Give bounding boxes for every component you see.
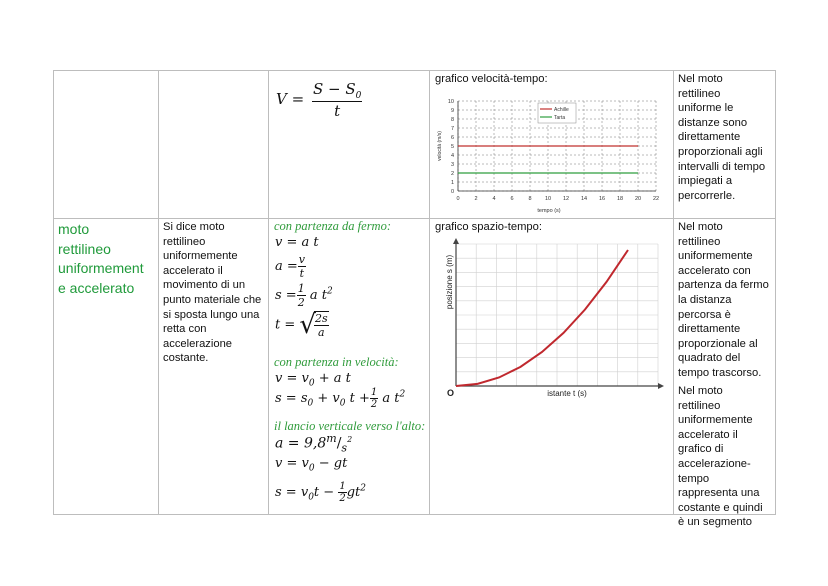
title-line: moto — [58, 221, 90, 237]
y-tick-label: 6 — [450, 135, 454, 141]
y-axis-arrow — [453, 238, 459, 244]
y-tick-label: 1 — [450, 180, 454, 186]
description-line: punto materiale che — [163, 293, 262, 306]
col-border — [673, 70, 674, 515]
row2-description — [163, 220, 261, 366]
note-line: partenza da fermo — [678, 279, 769, 292]
title-line: uniformement — [58, 260, 144, 276]
description-line: Si dice moto — [163, 221, 225, 233]
y-tick-label: 4 — [450, 153, 454, 159]
eq-v-v0-at: $v = v_0 + a$ t — [275, 371, 351, 389]
origin-label: O — [447, 388, 455, 398]
eq-a-v-t: a = $\frac{v}{t}$ — [275, 253, 305, 280]
row2-notes-2 — [678, 384, 763, 530]
row2-title — [58, 220, 144, 298]
section-partenza-velocita: con partenza in velocità: — [274, 355, 399, 369]
x-tick-label: 20 — [634, 196, 642, 202]
table-bottom-border — [53, 514, 776, 515]
note-line: tempo trascorso. — [678, 366, 762, 379]
note-line: uniformemente — [678, 414, 753, 427]
eq-s-half-at2: s = $\frac{1}{2}$ a $t^2$ — [275, 282, 333, 309]
note-line: percorrerle. — [678, 189, 736, 202]
x-tick-label: 10 — [544, 196, 552, 202]
y-tick-label: 0 — [450, 189, 454, 195]
x-tick-label: 2 — [474, 196, 478, 202]
eq-s-s0-v0t: $s = s_0 + v_0$ t + $\frac{1}{2}$ a $t^2$ — [275, 387, 406, 410]
eq-v-v0-gt: $v = v_0$ − gt — [275, 456, 348, 474]
note-line: rettilineo — [678, 399, 721, 412]
note-line: distanze sono — [678, 116, 748, 129]
note-line: quadrato del — [678, 352, 741, 365]
eq-v-at: v = a t — [275, 235, 319, 250]
y-axis-label: posizione s (m) — [445, 254, 454, 310]
note-line: rettilineo — [678, 87, 721, 100]
x-axis-label: istante t (s) — [547, 389, 587, 398]
note-line: proporzionale al — [678, 337, 758, 350]
note-line: direttamente — [678, 323, 741, 336]
description-line: movimento di un — [163, 279, 246, 292]
x-tick-label: 4 — [492, 196, 496, 202]
note-line: accelerato con — [678, 264, 751, 277]
note-line: direttamente — [678, 131, 741, 144]
position-curve — [456, 250, 628, 386]
note-line: costante e quindi — [678, 501, 763, 514]
col-border — [775, 70, 776, 515]
y-tick-label: 8 — [450, 117, 454, 123]
x-tick-label: 6 — [510, 196, 514, 202]
note-line: percorsa è — [678, 308, 731, 321]
velocity-formula: V = $\frac{S - S_0}{t}$ — [276, 80, 362, 120]
note-line: uniforme le — [678, 102, 734, 115]
col-border — [53, 70, 54, 515]
y-tick-label: 9 — [450, 108, 454, 114]
title-line: rettilineo — [58, 240, 111, 257]
note-line: è un segmento — [678, 516, 753, 529]
row1-notes — [678, 72, 765, 203]
y-axis-label: velocità (m/s) — [437, 131, 443, 161]
position-time-chart — [434, 236, 666, 406]
x-tick-label: 12 — [562, 196, 570, 202]
col-border — [429, 70, 430, 515]
x-tick-label: 8 — [528, 196, 532, 202]
note-line: accelerato il — [678, 428, 738, 441]
table-top-border — [53, 70, 776, 71]
y-tick-label: 7 — [450, 126, 454, 132]
col-border — [268, 70, 269, 515]
note-line: grafico di — [678, 443, 724, 456]
velocity-time-chart — [432, 88, 672, 228]
note-line: Nel moto — [678, 73, 723, 85]
chart-title-velocity: grafico velocità-tempo: — [435, 73, 548, 85]
y-tick-label: 10 — [447, 99, 454, 105]
note-line: rappresenta una — [678, 487, 760, 500]
description-line: uniformemente — [163, 250, 238, 263]
note-line: proporzionali agli — [678, 145, 763, 158]
x-axis-arrow — [658, 383, 664, 389]
description-line: rettilineo — [163, 235, 206, 248]
y-tick-label: 5 — [450, 144, 454, 150]
legend-label: Tarta — [554, 115, 566, 121]
note-line: rettilineo — [678, 235, 721, 248]
note-line: accelerazione- — [678, 457, 751, 470]
title-line: e accelerato — [58, 279, 135, 296]
note-line: Nel moto — [678, 385, 723, 397]
section-lancio-verticale: il lancio verticale verso l'alto: — [274, 419, 426, 433]
eq-s-v0t-gt2: $s = v_0t$ − $\frac{1}{2}$ $gt^2$ — [275, 481, 366, 504]
col-border — [158, 70, 159, 515]
note-line: tempo — [678, 472, 710, 485]
description-line: retta con — [163, 323, 207, 336]
description-line: si sposta lungo una — [163, 308, 260, 321]
y-tick-label: 2 — [450, 171, 454, 177]
x-tick-label: 18 — [616, 196, 624, 202]
x-tick-label: 22 — [652, 196, 660, 202]
x-axis-label: tempo (s) — [537, 208, 561, 214]
legend-label: Achille — [554, 107, 569, 113]
note-line: la distanza — [678, 293, 732, 306]
chart-title-position: grafico spazio-tempo: — [435, 221, 542, 233]
section-partenza-fermo: con partenza da fermo: — [274, 219, 391, 233]
note-line: impiegati a — [678, 175, 733, 188]
y-tick-label: 3 — [450, 162, 454, 168]
note-line: Nel moto — [678, 221, 723, 233]
description-line: accelerazione — [163, 337, 233, 350]
description-line: accelerato il — [163, 264, 223, 277]
eq-g: $a = 9,8^m/_s^2$ — [275, 432, 353, 455]
x-tick-label: 16 — [598, 196, 606, 202]
eq-t-sqrt: t = √ $\frac{2s}{a}$ — [275, 310, 328, 340]
description-line: costante. — [163, 352, 209, 365]
x-tick-label: 0 — [456, 196, 460, 202]
note-line: uniformemente — [678, 250, 753, 263]
row2-notes-1 — [678, 220, 769, 381]
note-line: intervalli di tempo — [678, 160, 766, 173]
x-tick-label: 14 — [580, 196, 588, 202]
